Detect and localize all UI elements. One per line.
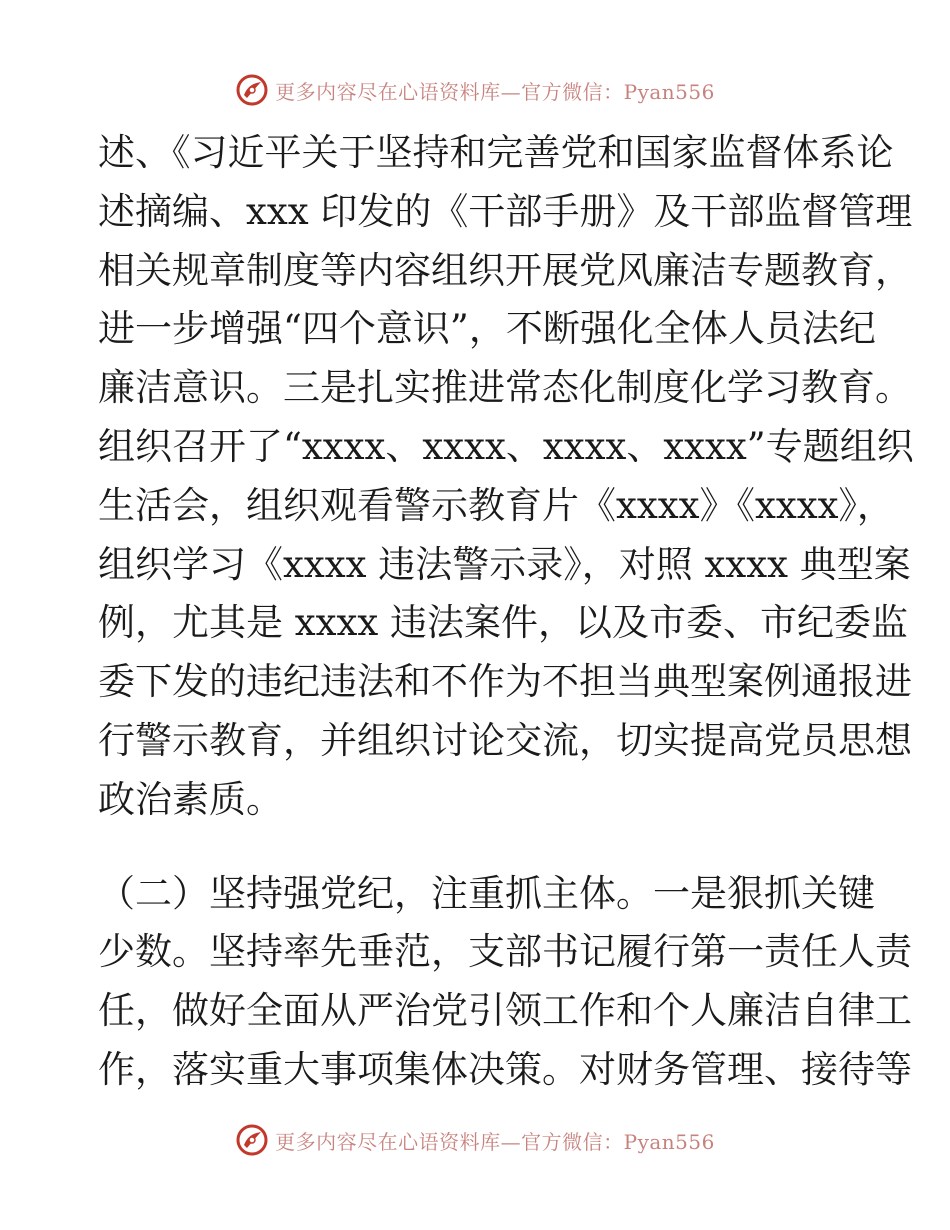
red-circular-logo-icon [235, 1123, 269, 1157]
paragraph-line: 述、《习近平关于坚持和完善党和国家监督体系论 [98, 131, 894, 174]
paragraph-line: 政治素质。 [98, 777, 283, 821]
red-circular-logo-icon [235, 73, 269, 107]
paragraph-line: 作，落实重大事项集体决策。对财务管理、接待等 [98, 1047, 912, 1091]
paragraph-line: 相关规章制度等内容组织开展党风廉洁专题教育， [98, 248, 912, 292]
footer-banner-text: 更多内容尽在心语资料库—官方微信：Pyan556 [275, 1129, 715, 1154]
paragraph-line: 委下发的违纪违法和不作为不担当典型案例通报进 [98, 660, 912, 704]
paragraph-1 [98, 124, 914, 830]
paragraph-line: 行警示教育，并组织讨论交流，切实提高党员思想 [98, 718, 912, 762]
paragraph-line: 生活会，组织观看警示教育片《xxxx》《xxxx》， [98, 483, 894, 527]
paragraph-line: 廉洁意识。三是扎实推进常态化制度化学习教育。 [98, 366, 912, 410]
header-banner [0, 70, 950, 110]
paragraph-line: 任，做好全面从严治党引领工作和个人廉洁自律工 [98, 989, 912, 1033]
header-banner-text: 更多内容尽在心语资料库—官方微信：Pyan556 [275, 79, 715, 104]
paragraph-2 [98, 865, 912, 1100]
paragraph-line: 组织召开了“xxxx、xxxx、xxxx、xxxx”专题组织 [98, 424, 914, 468]
paragraph-line: 进一步增强“四个意识”，不断强化全体人员法纪 [98, 307, 876, 351]
paragraph-line: 少数。坚持率先垂范，支部书记履行第一责任人责 [98, 930, 912, 974]
paragraph-line: （二）坚持强党纪，注重抓主体。一是狠抓关键 [98, 871, 875, 915]
paragraph-line: 例，尤其是 xxxx 违法案件，以及市委、市纪委监 [98, 601, 908, 645]
body-text [98, 124, 914, 1100]
paragraph-line: 组织学习《xxxx 违法警示录》，对照 xxxx 典型案 [98, 542, 911, 586]
paragraph-line: 述摘编、xxx 印发的《干部手册》及干部监督管理 [98, 189, 913, 233]
footer-banner [0, 1120, 950, 1160]
